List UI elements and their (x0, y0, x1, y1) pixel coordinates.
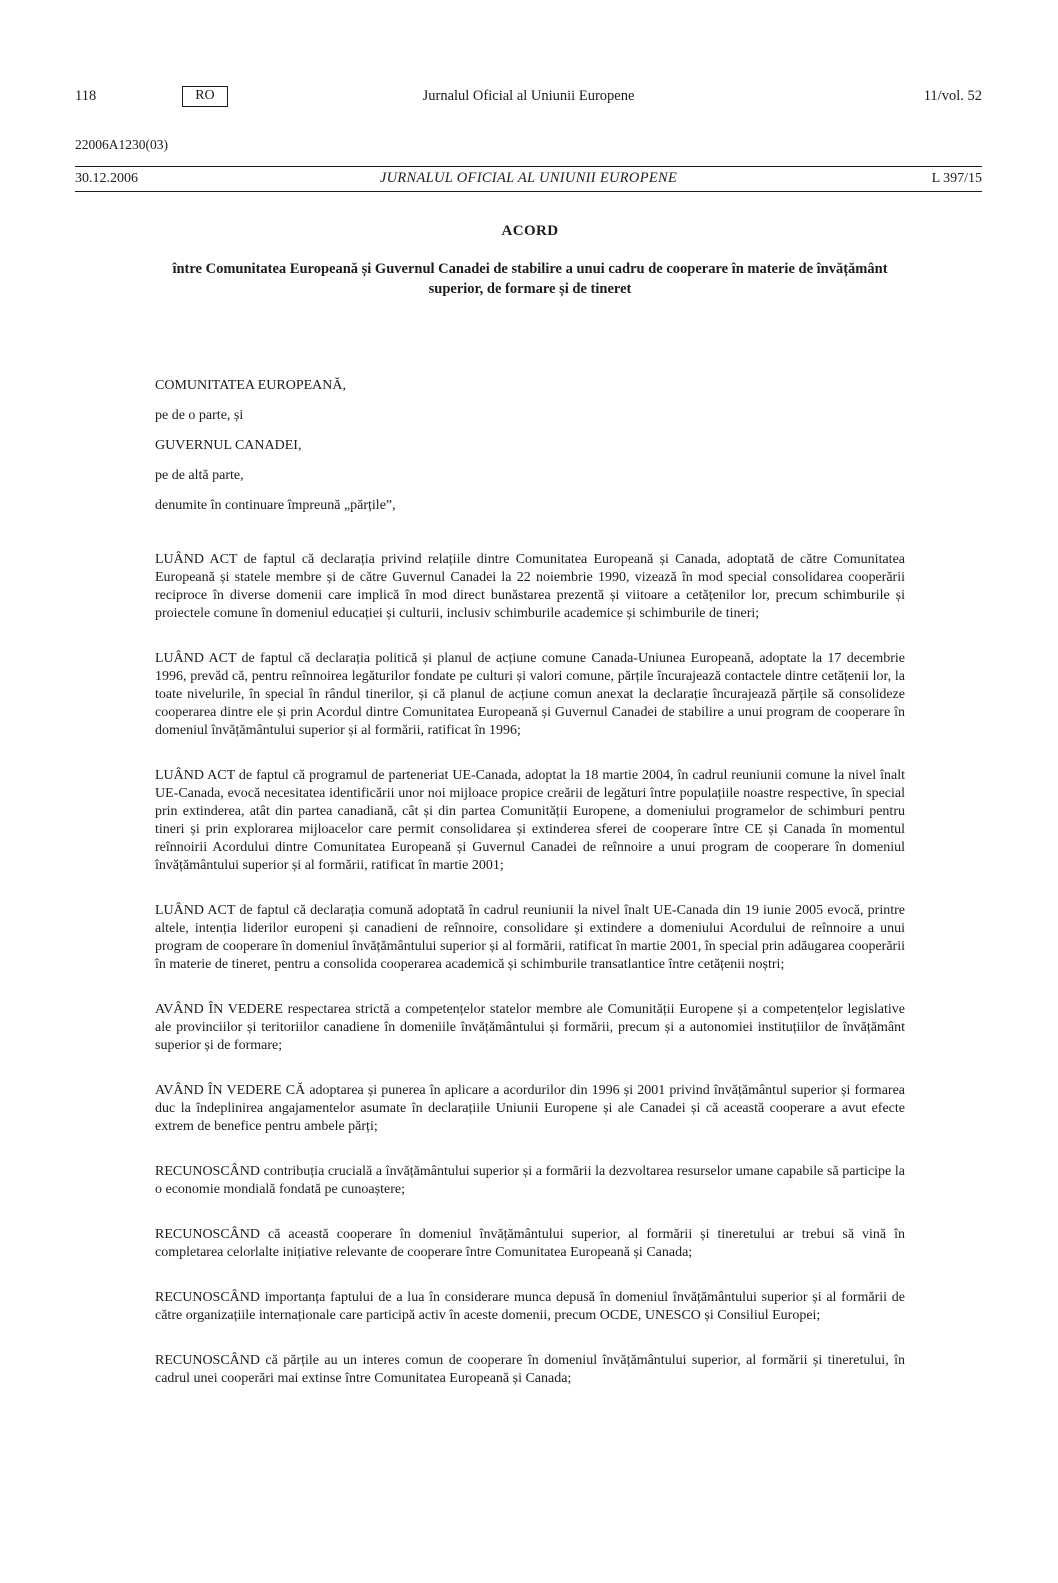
language-code-badge: RO (182, 86, 227, 107)
journal-title-caps: JURNALUL OFICIAL AL UNIUNII EUROPENE (379, 170, 678, 186)
recital-paragraph: RECUNOSCÂND că părțile au un interes comun de cooperare în domeniul învățământului superior, al formării și tineretului, în cadrul unei cooperări mai extinse între Comunitatea Europeană și Canada; (155, 1353, 905, 1386)
recital-paragraph: LUÂND ACT de faptul că programul de parteneriat UE-Canada, adoptat la 18 martie 2004, în cadrul reuniunii comune la nivel înalt UE-Canada, evocă necesitatea identificării unor noi mijloace propice creării de legături între populațiile noastre respective, în special prin extinderea, atât din partea canadiană, cât și din partea Comunității Europene, a domeniului programelor de schimburi pentru tineri și prin explorarea mijloacelor care permit consolidarea și extinderea sferei de cooperare între CE și Canada în momentul reînnoirii Acordului dintre Comunitatea Europeană și Guvernul Canadei de reînnoire a unui program de cooperare în domeniul învățământului superior și al formării, ratificat în martie 2001; (155, 768, 905, 873)
preamble-line: pe de altă parte, (155, 468, 244, 483)
preamble-line: COMUNITATEA EUROPEANĂ, (155, 378, 346, 393)
volume-label: 11/vol. 52 (923, 88, 982, 104)
recital-paragraph: LUÂND ACT de faptul că declarația comună adoptată în cadrul reuniunii la nivel înalt UE-Canada din 19 iunie 2005 evocă, printre altele, intenția liderilor europeni și canadieni de reînnoire, consolidare și extindere a domeniului Acordului de reînnoire a unui program de cooperare în domeniul învățământului superior și al formării, ratificat în martie 2001, în special prin adăugarea cooperării în materie de tineret, pentru a consolida cooperarea academică și schimburile transatlantice între cetățenii noștri; (155, 903, 905, 972)
issue-reference: L 397/15 (931, 170, 982, 186)
page-number: 118 (75, 88, 97, 104)
celex-number: 22006A1230(03) (75, 137, 168, 152)
preamble-line: GUVERNUL CANADEI, (155, 438, 302, 453)
page-header (75, 86, 982, 107)
recital-paragraph: RECUNOSCÂND că această cooperare în domeniul învățământului superior, al formării și tineretului ar trebui să vină în completarea celorlalte inițiative relevante de cooperare între Comunitatea Europeană și Canada; (155, 1227, 905, 1260)
header-left-group (75, 86, 423, 107)
journal-header-bar (75, 166, 982, 192)
recital-paragraph: RECUNOSCÂND contribuția crucială a învățământului superior și a formării la dezvoltarea resurselor umane capabile să participe la o economie mondială fondată pe cunoaștere; (155, 1164, 905, 1197)
journal-page (0, 86, 1058, 1583)
recital-paragraph: AVÂND ÎN VEDERE CĂ adoptarea și punerea în aplicare a acordurilor din 1996 și 2001 privind învățământul superior și formarea duc la îndeplinirea angajamentelor asumate în declarațiile Uniunii Europene și ale Canadei și că această cooperare a avut efecte extrem de benefice pentru ambele părți; (155, 1083, 905, 1134)
document-subtitle: între Comunitatea Europeană și Guvernul Canadei de stabilire a unui cadru de cooperare în materie de învățământ superior, de formare și de tineret (172, 261, 888, 297)
document-title: ACORD (501, 223, 559, 239)
recital-paragraph: LUÂND ACT de faptul că declarația privind relațiile dintre Comunitatea Europeană și Canada, adoptată de către Comunitatea Europeană și statele membre și de către Guvernul Canadei la 22 noiembrie 1990, vizează în mod special consolidarea cooperării reciproce în diverse domenii care implică în mod direct bunăstarea prezentă și viitoare a cetățenilor lor, precum schimburile și proiectele comune în domeniul educației și culturii, inclusiv schimburile academice și schimburile de tineri; (155, 552, 905, 621)
recital-paragraph: LUÂND ACT de faptul că declarația politică și planul de acțiune comune Canada-Uniunea Europeană, adoptate la 17 decembrie 1996, prevăd că, pentru reînnoirea legăturilor fondate pe culturi și valori comune, părțile încurajează contactele dintre cetățenii lor, la toate nivelurile, în special în rândul tinerilor, și că planul de acțiune comun anexat la declarație încurajează părțile să consolideze cooperarea dintre ele și prin Acordul dintre Comunitatea Europeană și Guvernul Canadei de stabilire a unui program de cooperare în domeniul învățământului superior și al formării, ratificat în 1996; (155, 651, 905, 738)
preamble-line: denumite în continuare împreună „părțile”, (155, 498, 396, 513)
publication-date: 30.12.2006 (75, 170, 138, 186)
recital-paragraph: AVÂND ÎN VEDERE respectarea strictă a competențelor statelor membre ale Comunității Europene și a competențelor legislative ale provinciilor și teritoriilor canadiene în domeniile învățământului și formării, precum și a autonomiei instituțiilor de învățământ superior și de formare; (155, 1002, 905, 1053)
preamble-parties (155, 377, 905, 515)
recital-paragraph: RECUNOSCÂND importanța faptului de a lua în considerare munca depusă în domeniul învățământului superior și al formării de către organizațiile internaționale care participă activ în aceste domenii, precum OCDE, UNESCO și Consiliul Europei; (155, 1290, 905, 1323)
recitals (155, 551, 905, 1388)
journal-title: Jurnalul Oficial al Uniunii Europene (422, 88, 635, 104)
preamble-line: pe de o parte, și (155, 408, 244, 423)
document-body (155, 223, 905, 1388)
